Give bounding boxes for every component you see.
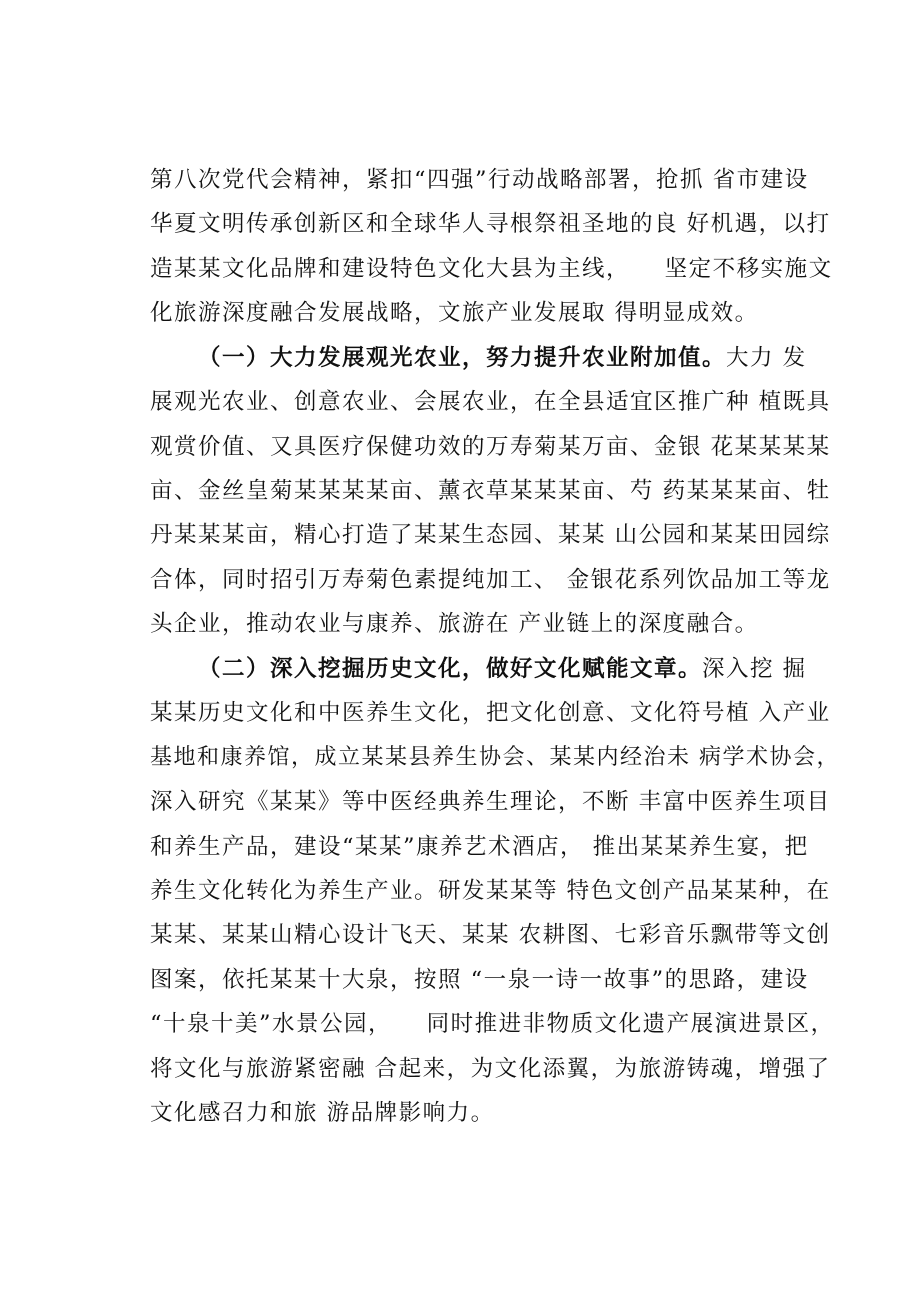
section2-line-8: 图案，依托某某十大泉，按照 “一泉一诗一故事”的思路，建设 — [150, 967, 809, 993]
intro-line-2: 华夏文明传承创新区和全球华人寻根祭祖圣地的良 好机遇，以打 — [150, 211, 831, 237]
section1-line-6: 合体，同时招引万寿菊色素提纯加工、 金银花系列饮品加工等龙 — [150, 567, 831, 593]
section1-first-line — [198, 341, 807, 375]
section2-first-line — [198, 652, 807, 686]
section1-line-4: 亩、金丝皇菊某某某某亩、薰衣草某某某亩、芍 药某某某亩、牡 — [150, 478, 831, 504]
section1-line-3: 观赏价值、又具医疗保健功效的万寿菊某万亩、金银 花某某某某 — [150, 434, 831, 460]
intro-line-1: 第八次党代会精神，紧扣“四强”行动战略部署，抢抓 省市建设 — [150, 167, 809, 193]
section2-line-3: 基地和康养馆，成立某某县养生协会、某某内经治未 病学术协会， — [150, 745, 840, 770]
section1-first-line-rest: 大力 发 — [726, 345, 807, 371]
section1-line-5: 丹某某某亩，精心打造了某某生态园、某某 山公园和某某田园综 — [150, 522, 831, 548]
section1-line-2: 展观光农业、创意农业、会展农业，在全县适宜区推广种 植既具 — [150, 389, 831, 415]
section2-heading: （二）深入挖掘历史文化，做好文化赋能文章。 — [198, 656, 703, 682]
section2-line-2: 某某历史文化和中医养生文化，把文化创意、文化符号植 入产业 — [150, 700, 831, 726]
section2-line-7: 某某、某某山精心设计飞天、某某 农耕图、七彩音乐飘带等文创 — [150, 922, 831, 948]
intro-line-4: 化旅游深度融合发展战略，文旅产业发展取 得明显成效。 — [150, 300, 759, 326]
intro-line-3: 造某某文化品牌和建设特色文化大县为主线， 坚定不移实施文 — [150, 256, 833, 282]
section2-line-6: 养生文化转化为养生产业。研发某某等 特色文创产品某某种，在 — [150, 878, 831, 904]
section1-heading: （一）大力发展观光农业，努力提升农业附加值。 — [198, 345, 727, 371]
section2-line-10: 将文化与旅游紧密融 合起来，为文化添翼，为旅游铸魂，增强了 — [150, 1056, 831, 1082]
section2-line-4: 深入研究《某某》等中医经典养生理论，不断 丰富中医养生项目 — [150, 789, 831, 815]
section2-line-9: “十泉十美”水景公园， 同时推进非物质文化遗产展演进景区， — [150, 1011, 835, 1037]
section1-line-7: 头企业，推动农业与康养、旅游在 产业链上的深度融合。 — [150, 611, 759, 637]
section2-line-11: 文化感召力和旅 游品牌影响力。 — [150, 1100, 495, 1126]
section2-first-line-rest: 深入挖 掘 — [702, 656, 807, 682]
section2-line-5: 和养生产品，建设“某某”康养艺术酒店， 推出某某养生宴，把 — [150, 834, 809, 860]
